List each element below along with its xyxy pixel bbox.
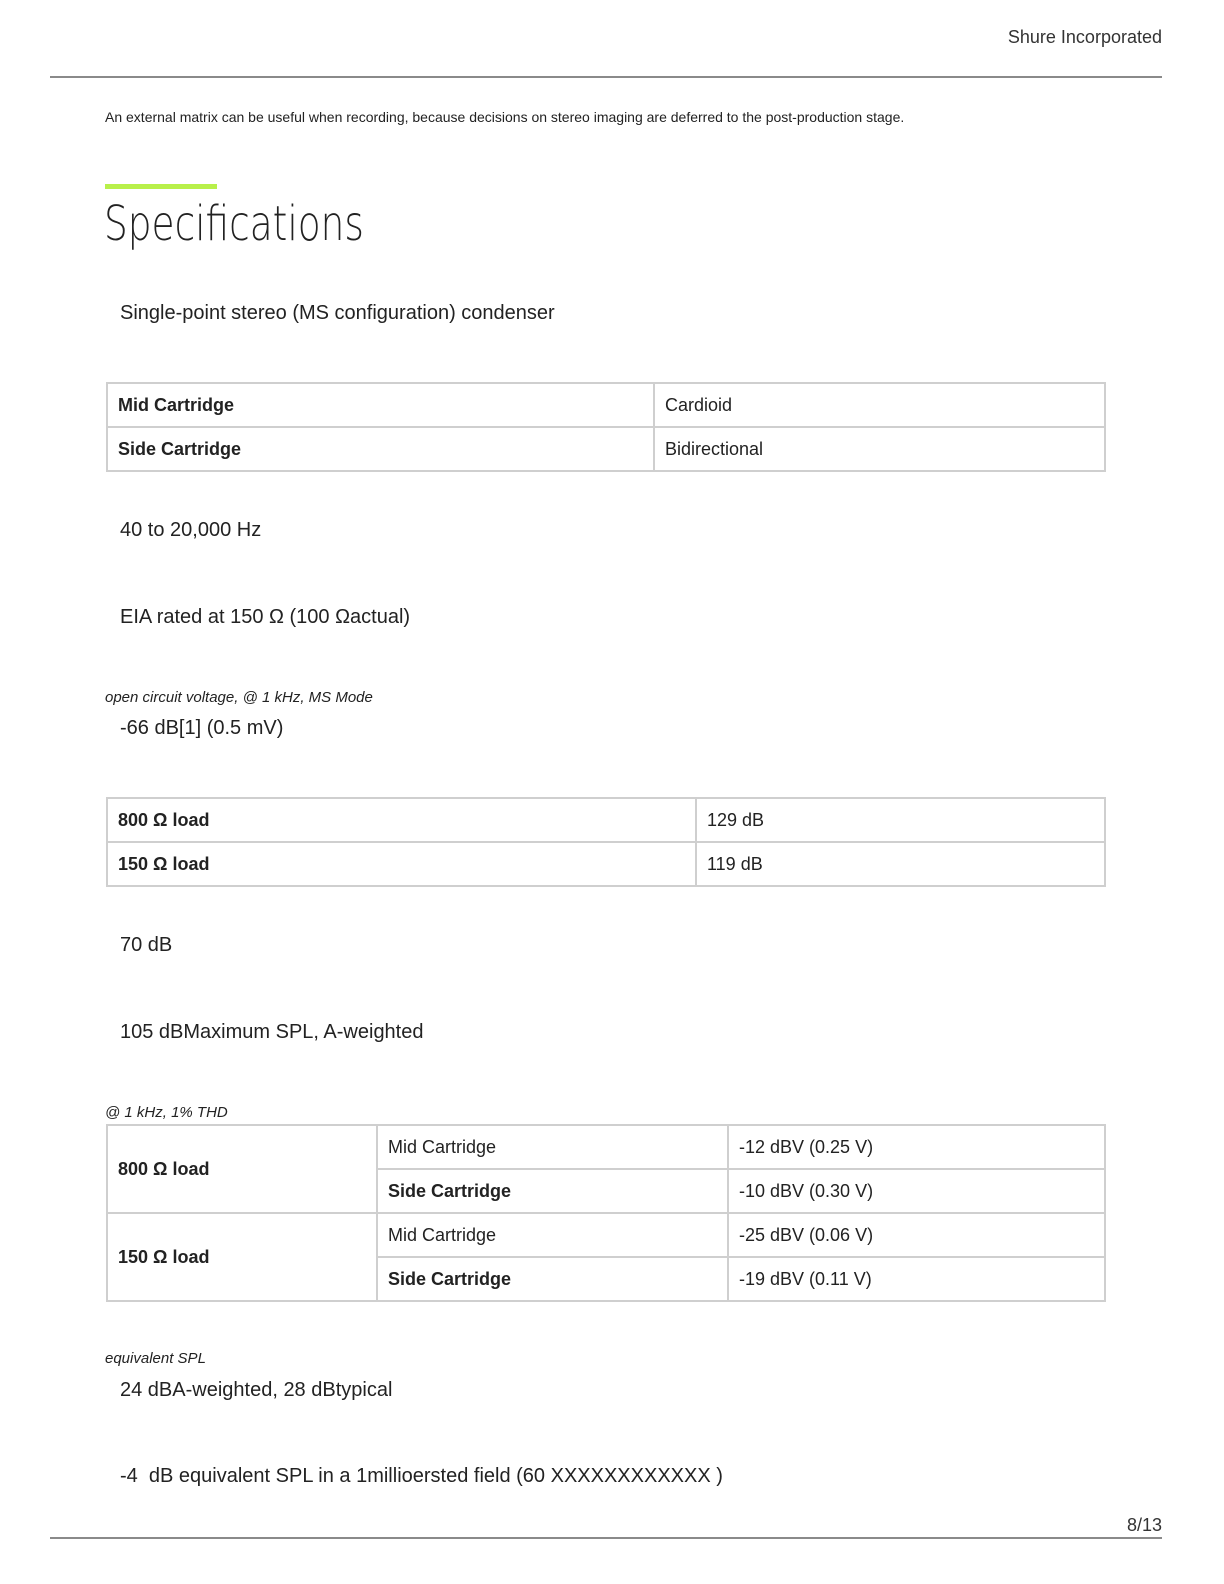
clipping-cartridge: Mid Cartridge [377,1213,728,1257]
clipping-cartridge: Mid Cartridge [377,1125,728,1169]
spec-self-noise: 24 dBA-weighted, 28 dBtypical [120,1379,393,1401]
clipping-load-label: 150 Ω load [107,1213,377,1301]
clipping-level-table [106,1124,1106,1302]
clipping-note: @ 1 kHz, 1% THD [105,1104,228,1121]
spec-dynamic-range: 105 dBMaximum SPL, A-weighted [120,1021,424,1043]
page-number: 8/13 [1126,1515,1162,1535]
table-row [107,798,1105,842]
spec-frequency-response: 40 to 20,000 Hz [120,519,262,541]
clipping-cartridge: Side Cartridge [377,1169,728,1213]
clipping-load-label: 800 Ω load [107,1125,377,1213]
polar-pattern-table [106,382,1106,472]
polar-value: Bidirectional [654,427,1105,471]
max-spl-value: 119 dB [696,842,1105,886]
polar-label: Mid Cartridge [107,383,654,427]
self-noise-note: equivalent SPL [105,1350,206,1367]
table-row [107,1213,1105,1257]
max-spl-value: 129 dB [696,798,1105,842]
clipping-value: -10 dBV (0.30 V) [728,1169,1105,1213]
section-accent-bar [105,184,217,189]
table-row [107,842,1105,886]
max-spl-table [106,797,1106,887]
max-spl-label: 150 Ω load [107,842,696,886]
spec-sensitivity: -66 dB[1] (0.5 mV) [120,717,284,739]
clipping-cartridge: Side Cartridge [377,1257,728,1301]
max-spl-label: 800 Ω load [107,798,696,842]
spec-signal-to-noise: 70 dB [120,934,173,956]
clipping-value: -19 dBV (0.11 V) [728,1257,1105,1301]
spec-impedance: EIA rated at 150 Ω (100 Ωactual) [120,606,411,628]
sensitivity-note: open circuit voltage, @ 1 kHz, MS Mode [105,689,373,706]
clipping-value: -12 dBV (0.25 V) [728,1125,1105,1169]
polar-label: Side Cartridge [107,427,654,471]
footer-divider [50,1537,1162,1539]
spec-type: Single-point stereo (MS configuration) condenser [120,302,555,324]
spec-hum-pickup: -4 dB equivalent SPL in a 1millioersted field (60 XXXXXXXXXXXX ) [120,1465,723,1487]
section-title: Specifications [104,196,364,252]
table-row [107,383,1105,427]
polar-value: Cardioid [654,383,1105,427]
table-row [107,427,1105,471]
clipping-value: -25 dBV (0.06 V) [728,1213,1105,1257]
company-name: Shure Incorporated [1007,27,1162,47]
intro-paragraph: An external matrix can be useful when recording, because decisions on stereo imaging are deferred to the post-production stage. [105,109,905,125]
header-divider [50,76,1162,78]
table-row [107,1125,1105,1169]
